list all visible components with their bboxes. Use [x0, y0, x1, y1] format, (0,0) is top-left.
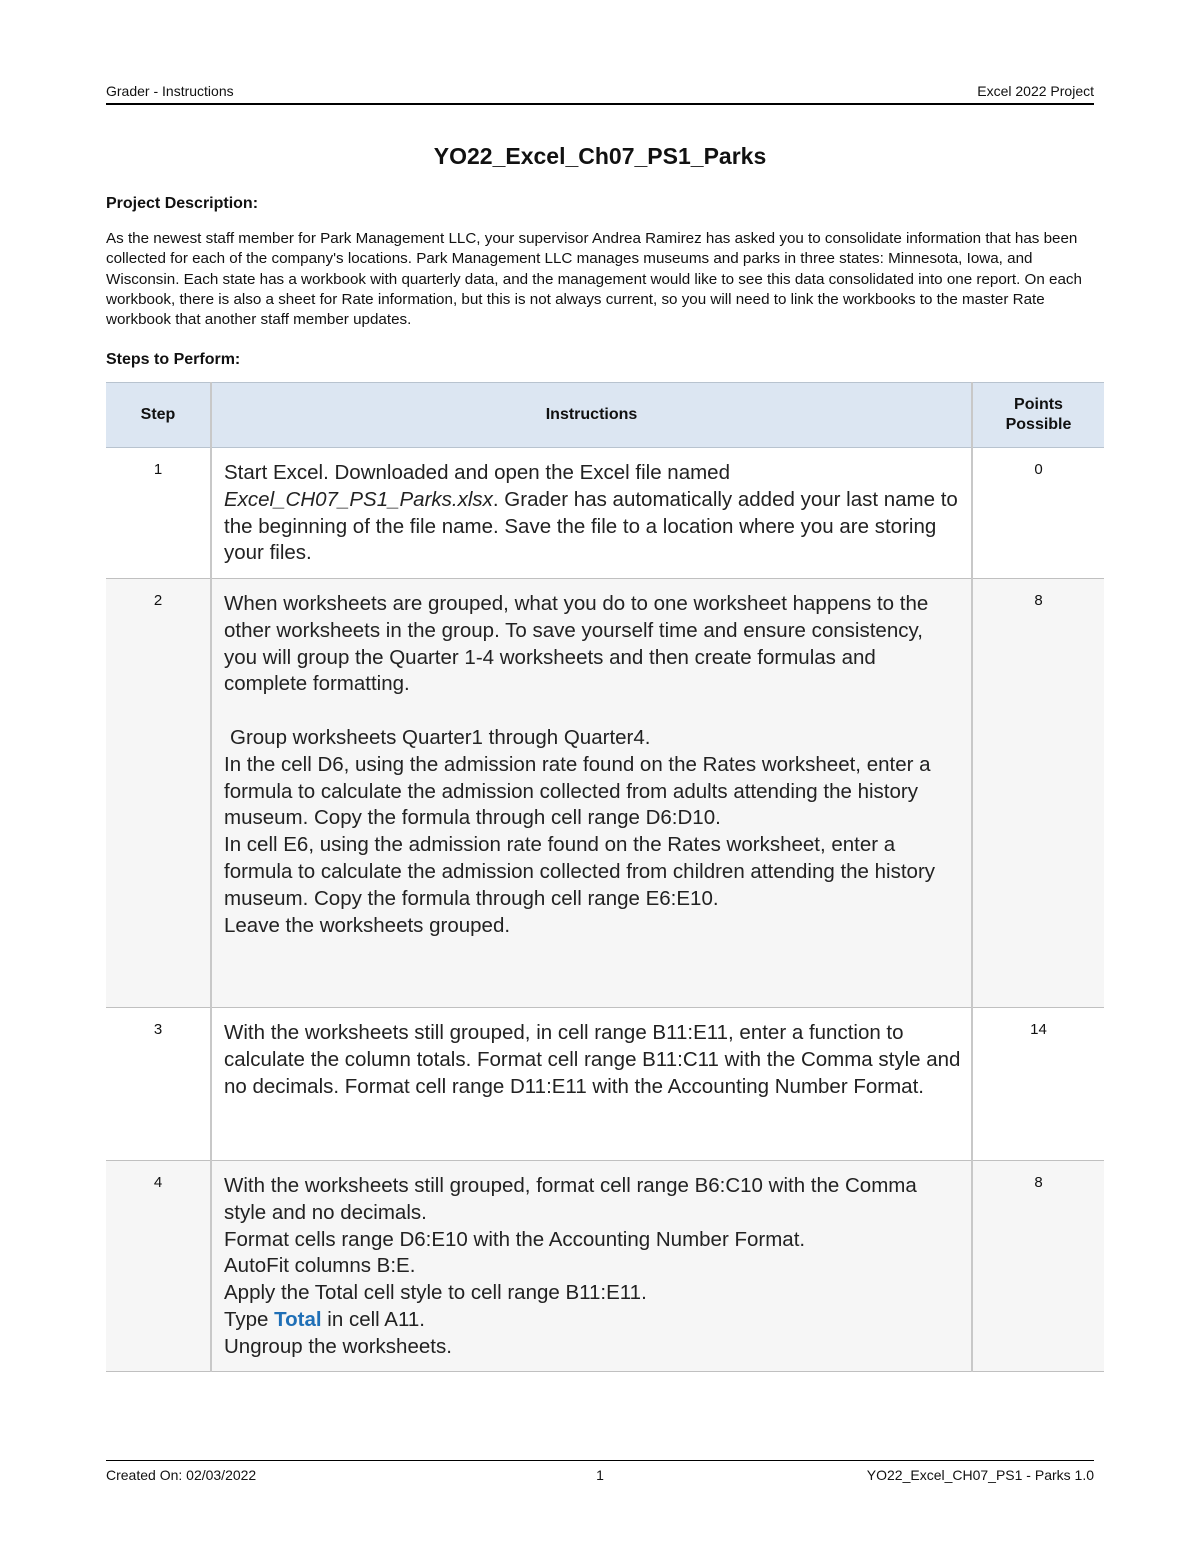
- step-points: 8: [972, 1161, 1104, 1372]
- step4-line: Apply the Total cell style to cell range B11:E11.: [224, 1281, 647, 1305]
- step-number: 1: [106, 448, 211, 579]
- step-number: 3: [106, 1008, 211, 1161]
- step2-line: Leave the worksheets grouped.: [224, 913, 511, 937]
- instructions-column-header: Instructions: [211, 383, 972, 448]
- step-instructions: With the worksheets still grouped, in cell range B11:E11, enter a function to calculate the column totals. Format cell range B11:C11 with the Comma style and no decimals. Format cell range D11:E11 with the Accounting Number Format.: [211, 1008, 972, 1161]
- steps-table: [106, 382, 1104, 1372]
- step2-line: In the cell D6, using the admission rate found on the Rates worksheet, enter a formula to calculate the admission collected from adults attending the history museum. Copy the formula through cell range D6:D10.: [224, 752, 931, 830]
- step-points: 0: [972, 448, 1104, 579]
- points-header-line1: Points: [1014, 396, 1063, 413]
- total-keyword: Total: [274, 1307, 322, 1331]
- header-left-text: Grader - Instructions: [106, 83, 234, 99]
- project-description-text: As the newest staff member for Park Management LLC, your supervisor Andrea Ramirez has asked you to consolidate information that has been collected for each of the company's locations. Park Management LLC manages museums and parks in three states: Minnesota, Iowa, and Wisconsin. Each state has a workbook with quarterly data, and the management would like to see this data consolidated into one report. On each workbook, there is also a sheet for Rate information, but this is not always current, so you will need to link the workbooks to the master Rate workbook that another staff member updates.: [106, 230, 1082, 329]
- table-header-row: [106, 383, 1104, 448]
- points-header-line2: Possible: [1005, 416, 1072, 433]
- type-prefix: Type: [224, 1307, 275, 1331]
- step-instructions: [211, 1161, 972, 1372]
- step1-text-a: Start Excel. Downloaded and open the Excel file named: [224, 461, 730, 484]
- table-row: [106, 579, 1104, 1008]
- step-number: 4: [106, 1161, 211, 1372]
- step-instructions: [211, 579, 972, 1008]
- step-column-header: Step: [106, 383, 211, 448]
- footer-page-number: 1: [596, 1467, 604, 1483]
- page-footer: [106, 1460, 1094, 1487]
- steps-heading: Steps to Perform:: [106, 351, 241, 368]
- type-suffix: in cell A11.: [321, 1307, 425, 1331]
- step4-line: Format cells range D6:E10 with the Accounting Number Format.: [224, 1227, 806, 1251]
- step4-line: With the worksheets still grouped, format cell range B6:C10 with the Comma style and no decimals.: [224, 1174, 917, 1224]
- step2-intro: When worksheets are grouped, what you do to one worksheet happens to the other worksheets in the group. To save yourself time and ensure consistency, you will group the Quarter 1-4 worksheets and then create formulas and complete formatting.: [224, 592, 929, 696]
- table-row: [106, 1008, 1104, 1161]
- footer-document-id: YO22_Excel_CH07_PS1 - Parks 1.0: [866, 1467, 1094, 1483]
- step-points: 14: [972, 1008, 1104, 1161]
- table-row: [106, 1161, 1104, 1372]
- blank-line: [224, 698, 961, 725]
- project-description-heading: Project Description:: [106, 195, 259, 212]
- step4-line: AutoFit columns B:E.: [224, 1254, 416, 1278]
- footer-created-on: Created On: 02/03/2022: [106, 1467, 257, 1483]
- step-instructions: [211, 448, 972, 579]
- step1-filename: Excel_CH07_PS1_Parks.xlsx: [224, 487, 493, 511]
- step4-line: Ungroup the worksheets.: [224, 1334, 452, 1358]
- step4-type-line: [224, 1307, 961, 1334]
- step-points: 8: [972, 579, 1104, 1008]
- page-header: [106, 83, 1094, 105]
- document-title: YO22_Excel_Ch07_PS1_Parks: [433, 143, 767, 169]
- header-right-text: Excel 2022 Project: [977, 83, 1094, 99]
- step2-line: In cell E6, using the admission rate found on the Rates worksheet, enter a formula to calculate the admission collected from children attending the history museum. Copy the formula through cell range E6:E10.: [224, 833, 936, 910]
- step1-text-b: . Grader has automatically added your last name to the beginning of the file name. Save the file to a location where you are storing your files.: [224, 487, 958, 565]
- points-column-header: [972, 383, 1104, 448]
- step2-line: Group worksheets Quarter1 through Quarter4.: [230, 725, 651, 749]
- table-row: [106, 448, 1104, 579]
- step-number: 2: [106, 579, 211, 1008]
